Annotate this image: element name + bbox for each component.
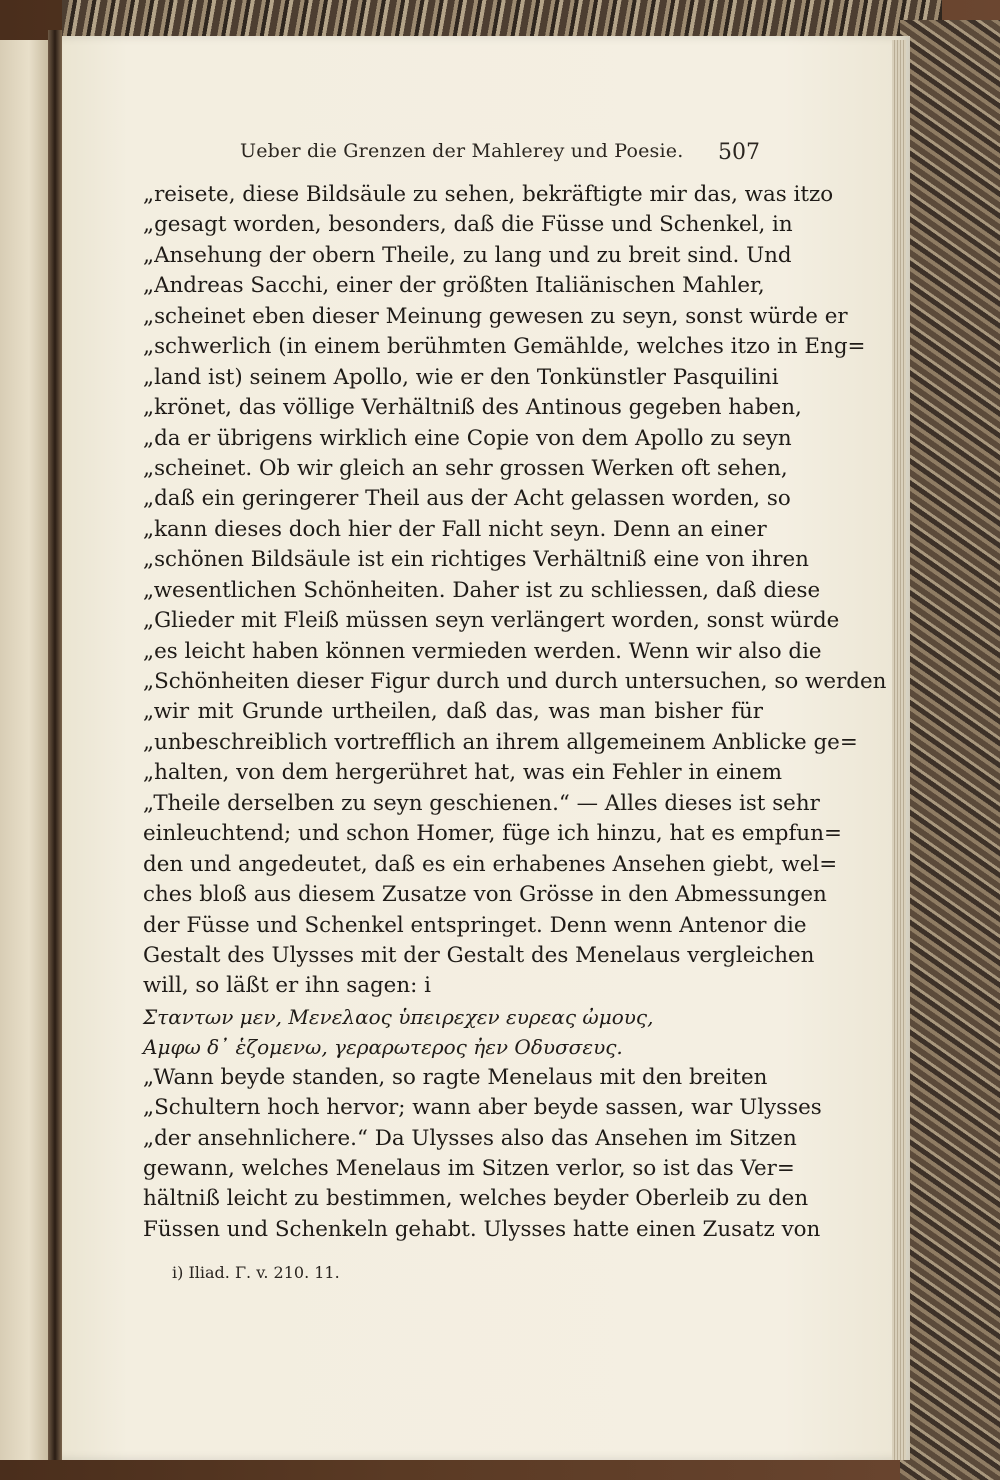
text-line: gewann, welches Menelaus im Sitzen verlor, so ist das Ver= [143, 1156, 795, 1181]
body-text [143, 180, 887, 1245]
text-line: „gesagt worden, besonders, daß die Füsse und Schenkel, in [143, 212, 793, 238]
running-header [240, 140, 760, 170]
page-number: 507 [718, 140, 760, 165]
marbled-cover [900, 20, 1000, 1480]
footnote: i) Iliad. Γ. v. 210. 11. [172, 1263, 340, 1282]
text-line: „schwerlich (in einem berühmten Gemählde, welches itzo in Eng= [143, 334, 866, 360]
text-line: will, so läßt er ihn sagen: i [143, 973, 431, 999]
greek-verse-line: Αμφω δ᾽ ἑζομενω, γεραρωτερος ἠεν Οδυσσευς. [143, 1035, 623, 1060]
text-line: hältniß leicht zu bestimmen, welches beyder Oberleib zu den [143, 1186, 809, 1212]
text-line: einleuchtend; und schon Homer, füge ich hinzu, hat es empfun= [143, 821, 842, 847]
text-line: „kann dieses doch hier der Fall nicht seyn. Denn an einer [143, 516, 767, 542]
facing-page-edge [0, 40, 48, 1460]
text-line: „schönen Bildsäule ist ein richtiges Verhältniß eine von ihren [143, 547, 809, 573]
text-line: „der ansehnlichere.“ Da Ulysses also das Ansehen im Sitzen [143, 1125, 797, 1151]
text-line: „krönet, das völlige Verhältniß des Antinous gegeben haben, [143, 395, 802, 421]
text-line: „Andreas Sacchi, einer der größten Italiänischen Mahler, [143, 273, 765, 299]
text-line: „da er übrigens wirklich eine Copie von dem Apollo zu seyn [143, 425, 792, 451]
text-line: „wir mit Grunde urtheilen, daß das, was man bisher für [143, 699, 763, 725]
running-title: Ueber die Grenzen der Mahlerey und Poesie. [240, 140, 684, 162]
text-line: Gestalt des Ulysses mit der Gestalt des Menelaus vergleichen [143, 942, 815, 968]
text-line: „Schönheiten dieser Figur durch und durch untersuchen, so werden [143, 669, 887, 694]
text-line: „reisete, diese Bildsäule zu sehen, bekräftigte mir das, was itzo [143, 182, 834, 207]
text-line: der Füsse und Schenkel entspringet. Denn wenn Antenor die [143, 912, 807, 938]
text-line: „es leicht haben können vermieden werden. Wenn wir also die [143, 638, 822, 664]
text-line: „Wann beyde standen, so ragte Menelaus mit den breiten [143, 1064, 768, 1090]
text-line: „land ist) seinem Apollo, wie er den Tonkünstler Pasquilini [143, 364, 779, 390]
text-line: „scheinet. Ob wir gleich an sehr grossen Werken oft sehen, [143, 455, 788, 481]
text-line: Füssen und Schenkeln gehabt. Ulysses hatte einen Zusatz von [143, 1216, 821, 1242]
text-line: „Theile derselben zu seyn geschienen.“ — Alles dieses ist sehr [143, 790, 820, 816]
marbled-edge-top [62, 0, 942, 40]
text-line: „halten, von dem hergerühret hat, was ein Fehler in einem [143, 760, 783, 786]
text-line: „Ansehung der obern Theile, zu lang und zu breit sind. Und [143, 242, 792, 268]
text-line: „wesentlichen Schönheiten. Daher ist zu schliessen, daß diese [143, 577, 821, 603]
text-line: „scheinet eben dieser Meinung gewesen zu seyn, sonst würde er [143, 303, 848, 329]
text-line: „Glieder mit Fleiß müssen seyn verlängert worden, sonst würde [143, 608, 840, 634]
text-line: „daß ein geringerer Theil aus der Acht gelassen worden, so [143, 486, 791, 512]
greek-verse-line: Σταντων μεν, Μενελαος ὑπειρεχεν ευρεας ὠμους, [143, 1004, 654, 1029]
book-gutter [48, 30, 62, 1460]
text-line: „unbeschreiblich vortrefflich an ihrem allgemeinem Anblicke ge= [143, 729, 858, 755]
text-line: den und angedeutet, daß es ein erhabenes Ansehen giebt, wel= [143, 851, 838, 877]
text-line: ches bloß aus diesem Zusatze von Grösse in den Abmessungen [143, 882, 827, 908]
page-stack-edge [892, 40, 906, 1460]
text-line: „Schultern hoch hervor; wann aber beyde sassen, war Ulysses [143, 1095, 822, 1121]
